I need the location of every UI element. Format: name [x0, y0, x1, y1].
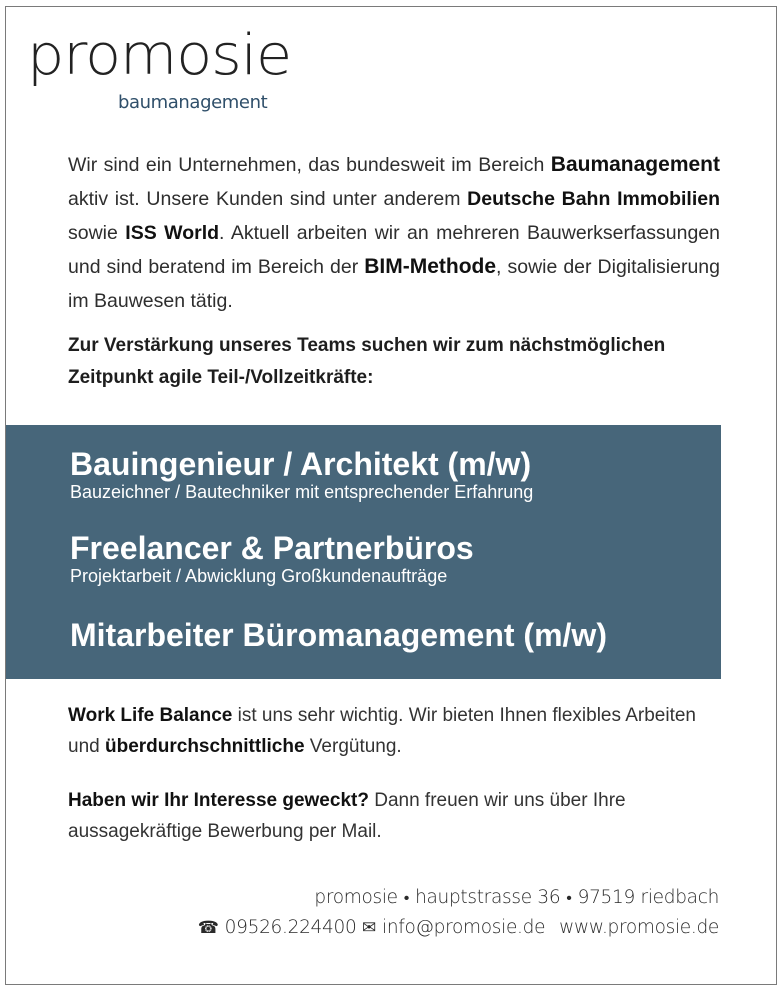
highlight-iss-world: ISS World [125, 222, 220, 244]
jobs-banner [6, 425, 721, 679]
logo-wordmark: promosie [27, 23, 292, 88]
email-link[interactable]: info@promosie.de [381, 917, 546, 938]
separator-dot: • [566, 888, 572, 907]
address-line [198, 883, 719, 913]
job-title: Freelancer & Partnerbüros [70, 530, 474, 566]
job-listing [70, 446, 533, 502]
interest-paragraph: Haben wir Ihr Interesse geweckt? Dann freuen wir uns über Ihre aussagekräftige Bewerbung per Mail. [68, 790, 626, 842]
phone-number[interactable]: 09526.224400 [224, 917, 357, 938]
search-headline: Zur Verstärkung unseres Teams suchen wir zum nächstmöglichen Zeitpunkt agile Teil-/Vollzeitkräfte: [68, 335, 666, 388]
mail-icon: ✉ [362, 918, 376, 938]
logo-subtitle: baumanagement [118, 92, 268, 113]
contact-block [198, 883, 719, 943]
highlight-db-immobilien: Deutsche Bahn Immobilien [467, 188, 720, 210]
work-life-paragraph: Work Life Balance ist uns sehr wichtig. Wir bieten Ihnen flexibles Arbeiten und überdurchschnittliche Vergütung. [68, 705, 696, 757]
street: hauptstrasse 36 [415, 887, 561, 908]
job-listing [70, 530, 474, 586]
job-subtitle: Projektarbeit / Abwicklung Großkundenaufträge [70, 566, 448, 586]
website-link[interactable]: www.promosie.de [559, 917, 719, 938]
city: 97519 riedbach [577, 887, 719, 908]
highlight-baumanagement: Baumanagement [550, 153, 720, 176]
company-logo [27, 23, 292, 113]
separator-dot: • [403, 888, 410, 907]
job-subtitle: Bauzeichner / Bautechniker mit entsprechender Erfahrung [70, 482, 534, 502]
job-title: Mitarbeiter Büromanagement (m/w) [70, 617, 607, 653]
phone-icon: ☎ [197, 918, 219, 938]
highlight-bim-methode: BIM-Methode [364, 255, 497, 278]
job-title: Bauingenieur / Architekt (m/w) [70, 446, 532, 482]
intro-paragraph: Wir sind ein Unternehmen, das bundesweit im Bereich Baumanagement aktiv ist. Unsere Kunden sind unter anderem Deutsche Bahn Immobilien sowie ISS World. Aktuell arbeiten wir an mehreren Bauwerkserfassungen und sind beratend im Bereich der BIM-Methode, sowie der Digitalisierung im Bauwesen tätig. [68, 153, 721, 312]
job-listing [70, 617, 607, 653]
contact-line [198, 913, 719, 943]
company-name: promosie [314, 887, 398, 908]
